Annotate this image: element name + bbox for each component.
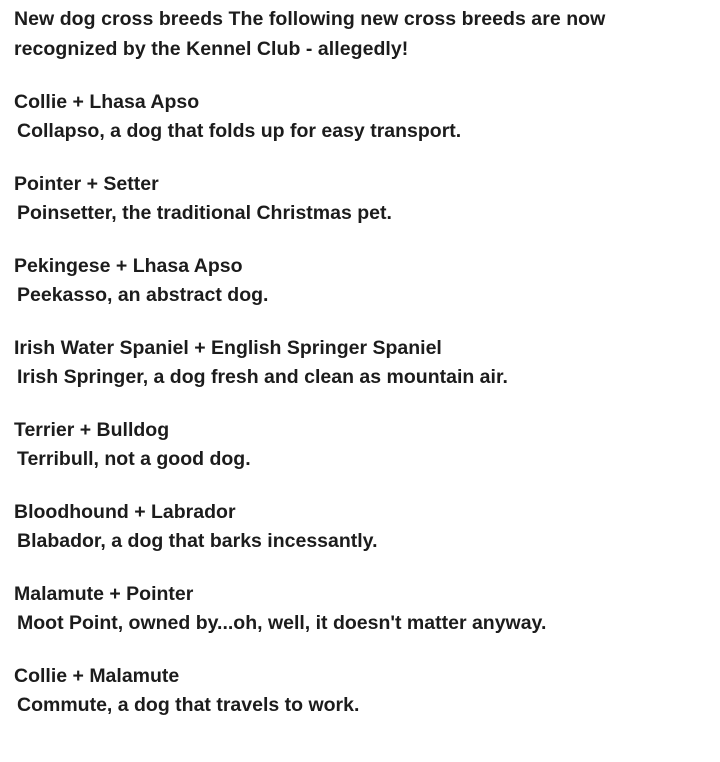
breed-combo: Pekingese + Lhasa Apso bbox=[14, 255, 243, 277]
breed-result: Poinsetter, the traditional Christmas pet. bbox=[17, 202, 392, 224]
breed-combo: Malamute + Pointer bbox=[14, 583, 194, 605]
breed-entry bbox=[14, 252, 710, 310]
breed-result: Peekasso, an abstract dog. bbox=[17, 284, 269, 306]
breed-list bbox=[14, 88, 710, 720]
breed-entry bbox=[14, 580, 710, 638]
breed-result: Irish Springer, a dog fresh and clean as mountain air. bbox=[17, 366, 508, 388]
intro-line-2: recognized by the Kennel Club - allegedly! bbox=[14, 38, 409, 60]
breed-entry bbox=[14, 662, 710, 720]
breed-entry bbox=[14, 334, 710, 392]
breed-result: Terribull, not a good dog. bbox=[17, 448, 251, 470]
intro-heading bbox=[14, 4, 710, 64]
breed-combo: Irish Water Spaniel + English Springer Spaniel bbox=[14, 337, 442, 359]
breed-entry bbox=[14, 88, 710, 146]
breed-entry bbox=[14, 416, 710, 474]
breed-result: Collapso, a dog that folds up for easy transport. bbox=[17, 120, 462, 142]
intro-line-1: New dog cross breeds The following new cross breeds are now bbox=[14, 8, 606, 30]
breed-combo: Bloodhound + Labrador bbox=[14, 501, 236, 523]
breed-result: Moot Point, owned by...oh, well, it doesn't matter anyway. bbox=[17, 612, 547, 634]
breed-combo: Terrier + Bulldog bbox=[14, 419, 170, 441]
breed-combo: Collie + Malamute bbox=[14, 665, 180, 687]
breed-entry bbox=[14, 170, 710, 228]
breed-entry bbox=[14, 498, 710, 556]
breed-result: Commute, a dog that travels to work. bbox=[17, 694, 360, 716]
breed-combo: Collie + Lhasa Apso bbox=[14, 91, 200, 113]
breed-combo: Pointer + Setter bbox=[14, 173, 159, 195]
breed-result: Blabador, a dog that barks incessantly. bbox=[17, 530, 378, 552]
